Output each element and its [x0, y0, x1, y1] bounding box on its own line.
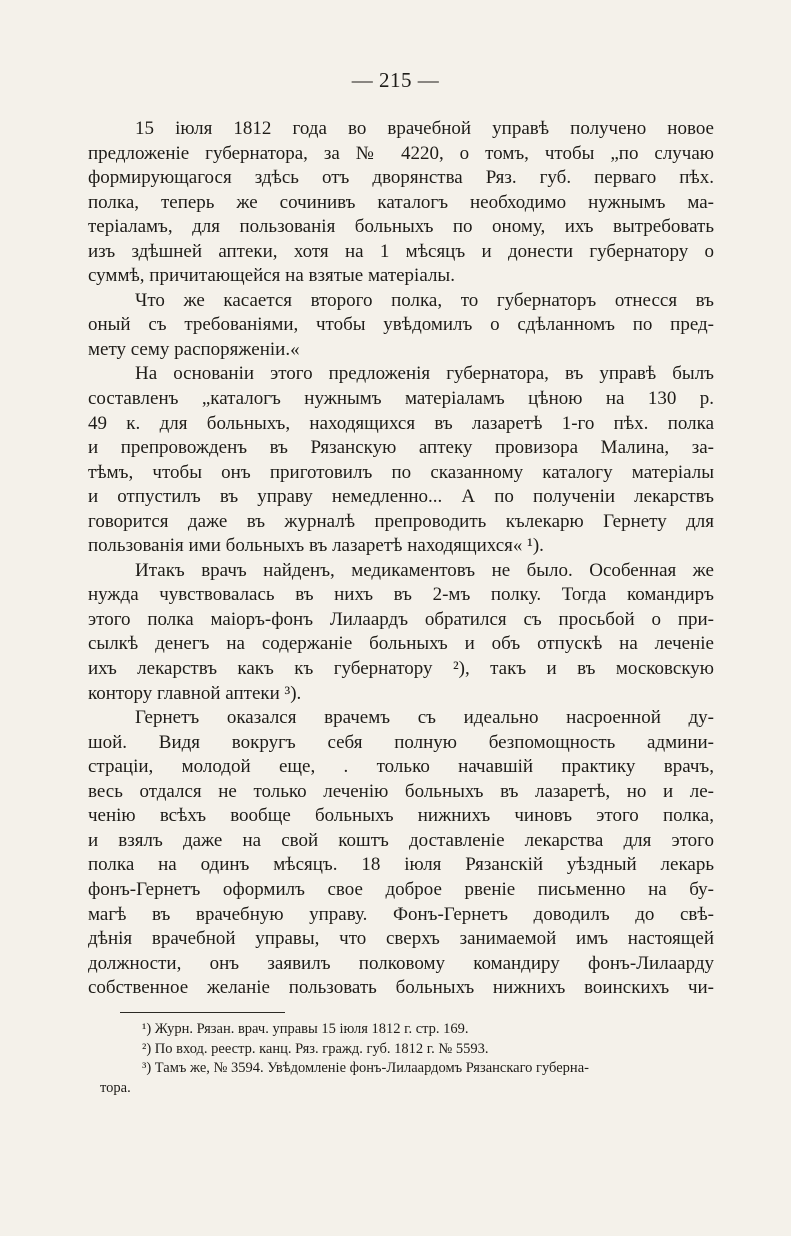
footnote-separator — [120, 1012, 285, 1013]
text-line: говорится даже въ журналѣ препроводить кълекарю Гернету для — [88, 510, 714, 532]
text-line: Гернетъ оказался врачемъ съ идеально насроенной ду- — [135, 707, 714, 729]
text-line: весь отдался не только леченію больныхъ въ лазаретѣ, но и ле- — [88, 780, 714, 802]
text-line: пользованія ими больныхъ въ лазаретѣ находящихся« ¹). — [88, 535, 544, 557]
text-line: суммѣ, причитающейся на взятые матеріалы. — [88, 265, 455, 287]
text-line: Итакъ врачъ найденъ, медикаментовъ не было. Особенная же — [135, 559, 714, 581]
text-line: шой. Видя вокругъ себя полную безпомощность админи- — [88, 731, 714, 753]
text-line: ихъ лекарствъ какъ къ губернатору ²), такъ и въ московскую — [88, 658, 714, 680]
text-line: предложеніе губернатора, за № 4220, о томъ, чтобы „по случаю — [88, 142, 714, 164]
text-line: тѣмъ, чтобы онъ приготовилъ по сказанному каталогу матеріалы — [88, 461, 714, 483]
text-line: фонъ-Гернетъ оформилъ свое доброе рвеніе письменно на бу- — [88, 878, 714, 900]
text-line: сылкѣ денегъ на содержаніе больныхъ и объ отпускѣ на леченіе — [88, 633, 714, 655]
footnote: ¹) Журн. Рязан. врач. управы 15 іюля 1812 г. стр. 169. — [142, 1021, 469, 1037]
text-line: и препровожденъ въ Рязанскую аптеку провизора Малина, за- — [88, 437, 714, 459]
page-number: — 215 — — [351, 68, 440, 92]
footnote: тора. — [100, 1079, 131, 1096]
text-line: страціи, молодой еще, . только начавшій практику врачъ, — [88, 756, 714, 778]
text-line: теріаламъ, для пользованія больныхъ по оному, ихъ вытребовать — [88, 216, 714, 238]
text-line: полка на одинъ мѣсяцъ. 18 іюля Рязанскій уѣздный лекарь — [88, 854, 714, 876]
text-line: и взялъ даже на свой коштъ доставленіе лекарства для этого — [88, 829, 714, 851]
text-line: мету сему распоряженіи.« — [88, 338, 300, 360]
text-line: Что же касается второго полка, то губернаторъ отнесся въ — [135, 289, 714, 311]
text-line: ченію всѣхъ вообще больныхъ нижнихъ чиновъ этого полка, — [88, 805, 714, 827]
footnotes — [100, 1020, 725, 1098]
text-line: 49 к. для больныхъ, находящихся въ лазаретѣ 1-го пѣх. полка — [88, 412, 714, 434]
text-line: нужда чувствовалась въ нихъ въ 2-мъ полку. Тогда командиръ — [88, 584, 714, 606]
text-line: и отпустилъ въ управу немедленно... А по полученіи лекарствъ — [88, 486, 714, 508]
text-line: магѣ въ врачебную управу. Фонъ-Гернетъ доводилъ до свѣ- — [88, 903, 714, 925]
text-line: составленъ „каталогъ нужнымъ матеріаламъ цѣною на 130 р. — [88, 388, 714, 410]
text-line: 15 іюля 1812 года во врачебной управѣ получено новое — [135, 118, 714, 139]
text-line: оный съ требованіями, чтобы увѣдомилъ о сдѣланномъ по пред- — [88, 314, 714, 336]
footnote: ³) Тамъ же, № 3594. Увѣдомленіе фонъ-Лилаардомъ Рязанскаго губерна- — [142, 1060, 589, 1076]
text-line: изъ здѣшней аптеки, хотя на 1 мѣсяцъ и донести губернатору о — [88, 240, 714, 262]
text-line: На основаніи этого предложенія губернатора, въ управѣ былъ — [135, 363, 714, 385]
text-line: должности, онъ заявилъ полковому командиру фонъ-Лилаарду — [88, 952, 714, 974]
text-line: дѣнія врачебной управы, что сверхъ занимаемой имъ настоящей — [88, 928, 714, 950]
footnote: ²) По вход. реестр. канц. Ряз. гражд. губ. 1812 г. № 5593. — [142, 1040, 489, 1057]
body-text — [88, 117, 714, 1001]
text-line: полка, теперь же сочинивъ каталогъ необходимо нужнымъ ма- — [88, 191, 714, 213]
text-line: формирующагося здѣсь отъ дворянства Ряз. губ. перваго пѣх. — [88, 167, 714, 189]
text-line: собственное желаніе пользовать больныхъ нижнихъ воинскихъ чи- — [88, 977, 714, 999]
text-line: этого полка маіоръ-фонъ Лилаардъ обратился съ просьбой о при- — [88, 608, 714, 630]
text-line: контору главной аптеки ³). — [88, 682, 302, 704]
